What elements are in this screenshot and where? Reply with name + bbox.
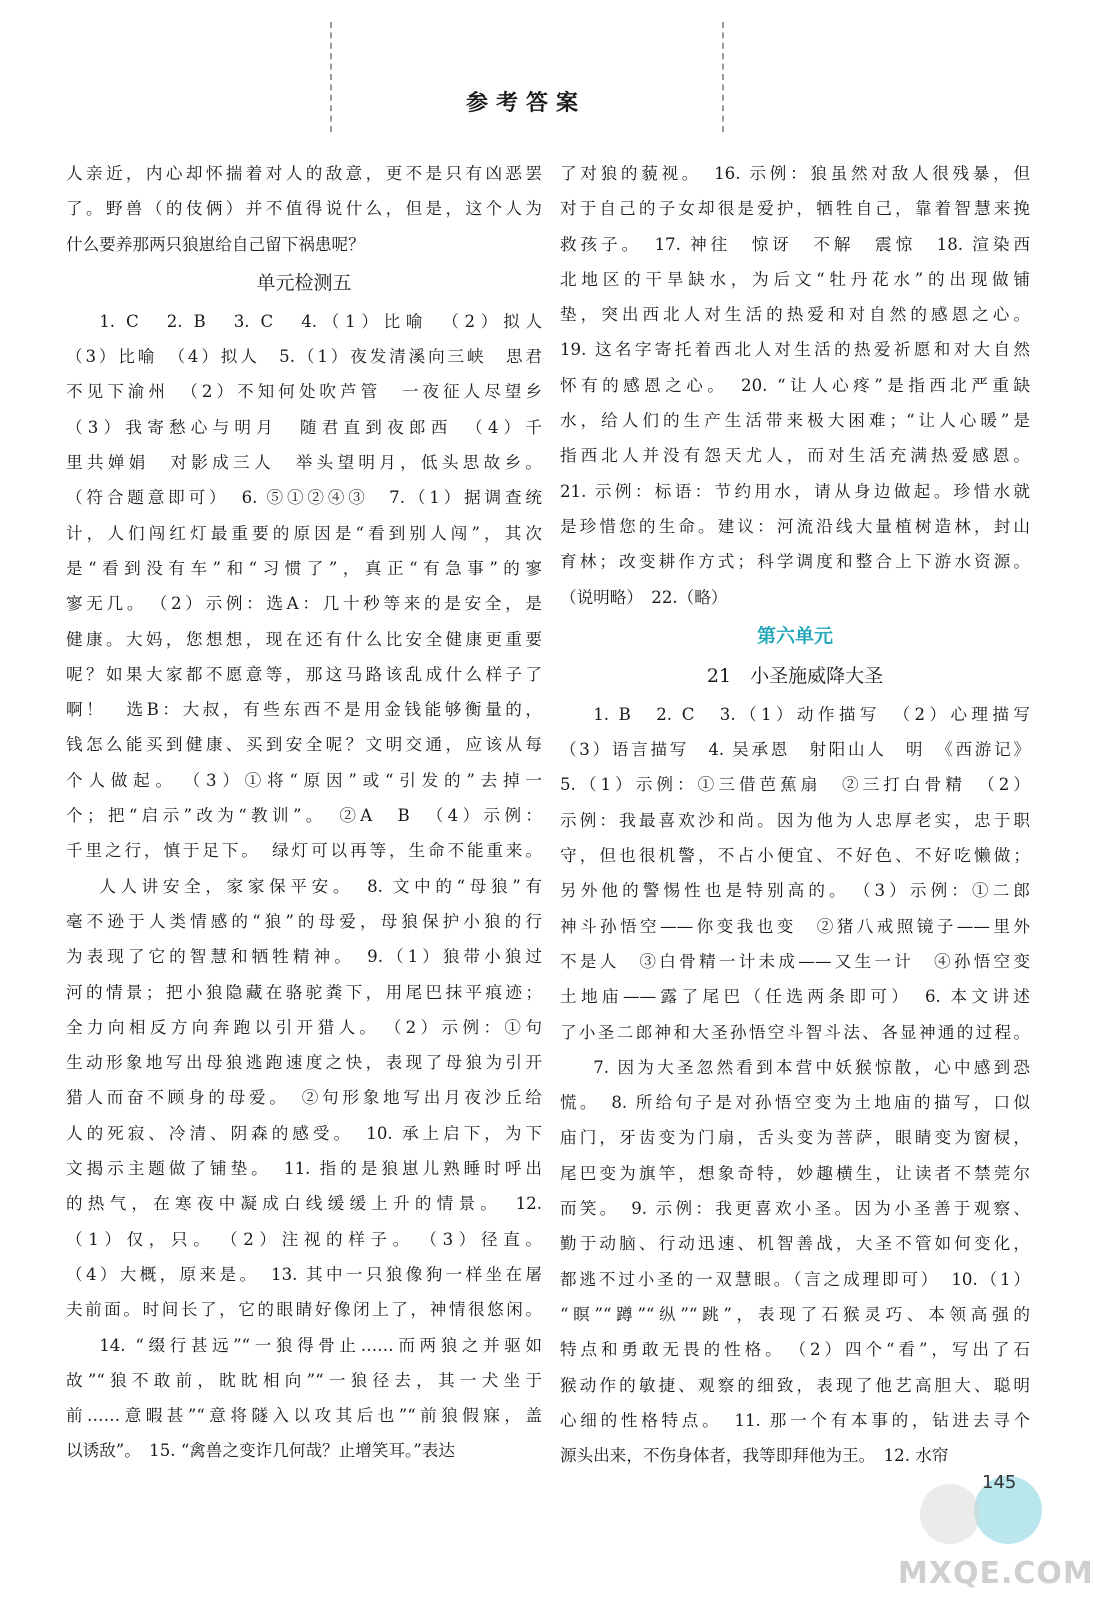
text-line: 不是人 ③白骨精一计未成——又生一计 ④孙悟空变	[560, 951, 1030, 971]
answer-lines-top	[560, 156, 1030, 615]
text-line: （3）比喻 （4）拟人 5.（1）夜发清溪向三峡 思君	[66, 347, 543, 367]
text-line: 啊！ 选B：大叔，有些东西不是用金钱能够衡量的，	[66, 700, 542, 720]
text-line: 为表现了它的智慧和牺牲精神。 9.（1）狼带小狼过	[66, 947, 542, 967]
text-line: 神斗孙悟空——你变我也变 ②猪八戒照镜子——里外	[560, 916, 1030, 936]
text-line: 人人讲安全，家家保平安。 8. 文中的“母狼”有	[99, 876, 542, 896]
text-line: 的热气，在寒夜中凝成白线缓缓上升的情景。 12.	[66, 1194, 542, 1214]
text-line: 了对狼的藐视。 16. 示例：狼虽然对敌人很残暴，但	[560, 164, 1030, 183]
text-line: 什么要养那两只狼崽给自己留下祸患呢？	[66, 234, 365, 254]
text-line: 21. 示例：标语：节约用水，请从身边做起。珍惜水就	[560, 481, 1030, 501]
text-line: 守，但也很机警，不占小便宜、不好色、不好吃懒做；	[560, 846, 1030, 866]
text-line: 前……意暇甚”“意将隧入以攻其后也”“前狼假寐，盖	[66, 1406, 542, 1426]
text-line: 尾巴变为旗竿，想象奇特，妙趣横生，让读者不禁莞尔	[560, 1163, 1030, 1183]
text-line: 特点和勇敢无畏的性格。 （2）四个“看”，写出了石	[560, 1340, 1030, 1360]
text-line: 勤于动脑、行动迅速、机智善战，大圣不管如何变化，	[560, 1234, 1030, 1254]
unit-title: 第六单元	[756, 624, 833, 647]
text-line: （符合题意即可） 6. ⑤①②④③ 7.（1）据调查统	[66, 488, 542, 508]
watermark-text: MXQE.COM	[898, 1556, 1094, 1591]
text-line: （3）语言描写 4. 吴承恩 射阳山人 明 《西游记》	[560, 740, 1030, 760]
text-line: 示例：我最喜欢沙和尚。因为他为人忠厚老实，忠于职	[560, 810, 1030, 830]
text-line: 猎人而奋不顾身的母爱。 ②句形象地写出月夜沙丘给	[66, 1088, 542, 1108]
text-line: 水，给人们的生产生活带来极大困难；“让人心暖”是	[560, 411, 1030, 431]
text-line: 个；把“启示”改为“教训”。 ②A B （4）示例：	[66, 806, 542, 826]
text-line: 个人做起。 （3）①将“原因”或“引发的”去掉一	[66, 770, 542, 790]
right-column	[560, 156, 1030, 1473]
text-line: 庙门，牙齿变为门扇，舌头变为菩萨，眼睛变为窗棂，	[560, 1128, 1030, 1148]
page-number: 145	[982, 1472, 1017, 1493]
text-line: 对于自己的子女却很是爱护，牺牲自己，靠着智慧来挽	[560, 199, 1030, 219]
text-line: 千里之行，慎于足下。 绿灯可以再等，生命不能重来。	[66, 841, 542, 861]
text-line: 5.（1）示例：①三借芭蕉扇 ②三打白骨精 （2）	[560, 775, 1030, 795]
text-line: 垫，突出西北人对生活的热爱和对自然的感恩之心。	[560, 305, 1030, 325]
text-line: 毫不逊于人类情感的“狼”的母爱，母狼保护小狼的行	[66, 911, 542, 931]
text-line: 人亲近，内心却怀揣着对人的敌意，更不是只有凶恶罢	[66, 164, 542, 183]
text-line: 源头出来，不伤身体者，我等即拜他为王。 12. 水帘	[560, 1446, 949, 1466]
text-line: 猴动作的敏捷、观察的细致，表现了他艺高胆大、聪明	[560, 1375, 1030, 1395]
text-line: （3）我寄愁心与明月 随君直到夜郎西 （4）千	[66, 417, 542, 437]
header-divider-right	[722, 22, 724, 132]
answer-lines-bottom	[560, 697, 1030, 1474]
text-line: 了小圣二郎神和大圣孙悟空斗智斗法、各显神通的过程。	[560, 1022, 1030, 1042]
text-line: 河的情景；把小狼隐藏在骆驼粪下，用尾巴抹平痕迹；	[66, 982, 542, 1002]
intro-paragraph	[66, 156, 542, 262]
text-line: 是珍惜您的生命。建议：河流沿线大量植树造林，封山	[560, 516, 1030, 536]
text-line: “瞑”“蹲”“纵”“跳”，表现了石猴灵巧、本领高强的	[560, 1304, 1030, 1324]
text-line: 以诱敌”。 15. “禽兽之变诈几何哉？止增笑耳。”表达	[66, 1441, 455, 1461]
text-line: 都逃不过小圣的一双慧眼。（言之成理即可） 10.（1）	[560, 1269, 1030, 1289]
text-line: 了。野兽（的伎俩）并不值得说什么，但是，这个人为	[66, 199, 542, 219]
text-line: 计，人们闯红灯最重要的原因是“看到别人闯”，其次	[66, 523, 542, 543]
lesson-title: 21 小圣施威降大圣	[706, 664, 884, 687]
text-line: 人的死寂、冷清、阴森的感受。 10. 承上启下，为下	[66, 1123, 542, 1143]
text-line: 而笑。 9. 示例：我更喜欢小圣。因为小圣善于观察、	[560, 1199, 1030, 1219]
text-line: 全力向相反方向奔跑以引开猎人。 （2）示例：①句	[66, 1017, 542, 1037]
text-line: 呢？如果大家都不愿意等，那这马路该乱成什么样子了	[66, 664, 542, 684]
text-line: （说明略） 22.（略）	[560, 587, 728, 607]
text-line: 另外他的警惕性也是特别高的。 （3）示例：①二郎	[560, 881, 1030, 901]
text-line: 心细的性格特点。 11. 那一个有本事的，钻进去寻个	[560, 1410, 1030, 1430]
text-line: 指西北人并没有怨天尤人，而对生活充满热爱感恩。	[560, 446, 1030, 466]
text-line: 1. C 2. B 3. C 4.（1）比喻 （2）拟人	[99, 311, 542, 331]
text-line: 救孩子。 17. 神往 惊讶 不解 震惊 18. 渲染西	[560, 234, 1030, 254]
text-line: 北地区的干旱缺水，为后文“牡丹花水”的出现做铺	[560, 269, 1030, 289]
text-line: 育林；改变耕作方式；科学调度和整合上下游水资源。	[560, 552, 1030, 572]
text-line: 文揭示主题做了铺垫。 11. 指的是狼崽儿熟睡时呼出	[66, 1159, 542, 1179]
text-line: 土地庙——露了尾巴（任选两条即可） 6. 本文讲述	[560, 987, 1030, 1007]
left-column	[66, 156, 542, 1469]
page-title: 参考答案	[465, 91, 586, 116]
text-line: 7. 因为大圣忽然看到本营中妖猴惊散，心中感到恐	[593, 1057, 1030, 1077]
section-title: 单元检测五	[256, 271, 352, 294]
text-line: 寥无几。 （2）示例：选A：几十秒等来的是安全，是	[66, 594, 542, 614]
text-line: （4）大概，原来是。 13. 其中一只狼像狗一样坐在屠	[66, 1264, 542, 1284]
text-line: 不见下渝州 （2）不知何处吹芦管 一夜征人尽望乡	[66, 382, 542, 402]
answer-lines	[66, 304, 542, 1469]
text-line: 慌。 8. 所给句子是对孙悟空变为土地庙的描写，口似	[560, 1093, 1030, 1113]
text-line: 生动形象地写出母狼逃跑速度之快，表现了母狼为引开	[66, 1053, 542, 1073]
text-line: 14. “缀行甚远”“一狼得骨止……而两狼之并驱如	[99, 1335, 542, 1355]
text-line: 怀有的感恩之心。 20. “让人心疼”是指西北严重缺	[560, 375, 1030, 395]
text-line: 里共婵娟 对影成三人 举头望明月，低头思故乡。	[66, 453, 542, 473]
text-line: 钱怎么能买到健康、买到安全呢？文明交通，应该从每	[66, 735, 542, 755]
text-line: 是“看到没有车”和“习惯了”，真正“有急事”的寥	[66, 558, 542, 578]
text-line: 夫前面。时间长了，它的眼睛好像闭上了，神情很悠闲。	[66, 1300, 542, 1320]
text-line: 19. 这名字寄托着西北人对生活的热爱祈愿和对大自然	[560, 340, 1030, 360]
text-line: 1. B 2. C 3.（1）动作描写 （2）心理描写	[593, 704, 1030, 724]
text-line: 健康。大妈，您想想，现在还有什么比安全健康更重要	[66, 629, 542, 649]
text-line: 故”“狼不敢前，眈眈相向”“一狼径去，其一犬坐于	[66, 1370, 542, 1390]
text-line: （1）仅，只。 （2）注视的样子。 （3）径直。	[66, 1229, 542, 1249]
